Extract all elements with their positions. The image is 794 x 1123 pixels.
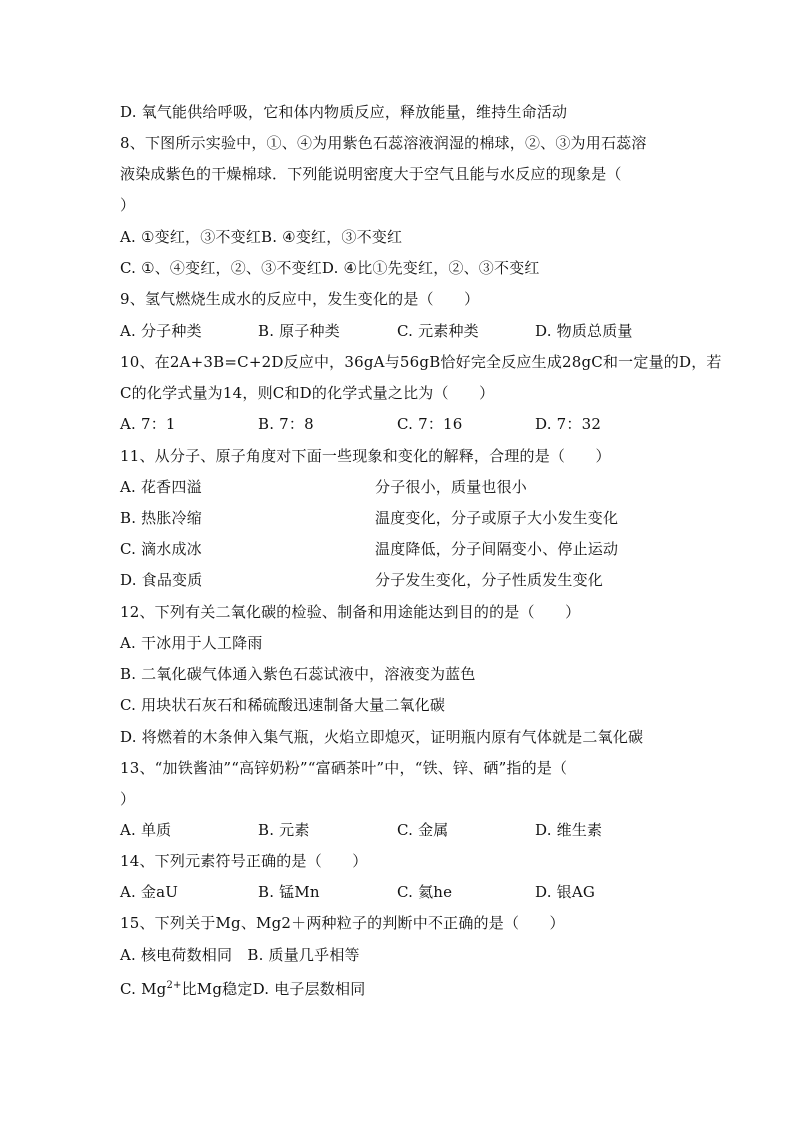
q9-option-a: A. 分子种类 — [120, 322, 202, 340]
q14-option-a: A. 金aU — [120, 883, 179, 901]
q8-stem-line1: 8、下图所示实验中，①、④为用紫色石蕊溶液润湿的棉球，②、③为用石蕊溶 — [120, 134, 647, 152]
q12-option-c: C. 用块状石灰石和稀硫酸迅速制备大量二氧化碳 — [120, 696, 446, 714]
q13-stem-line2: ） — [120, 790, 136, 808]
q15-option-c-prefix: C. Mg — [120, 980, 167, 998]
q11-row-b — [120, 508, 619, 528]
q13-option-d: D. 维生素 — [535, 821, 603, 839]
q14-option-d: D. 银AG — [535, 883, 596, 901]
q9-stem: 9、氢气燃烧生成水的反应中，发生变化的是（ ） — [120, 290, 480, 308]
q11-row-c-phenomenon: C. 滴水成冰 — [120, 540, 202, 558]
q11-row-a — [120, 477, 528, 497]
q15-option-c-rest: 比Mg稳定D. 电子层数相同 — [181, 980, 366, 998]
q15-option-c-superscript: 2+ — [166, 980, 182, 991]
q8-options-cd: C. ①、④变红，②、③不变红D. ④比①先变红，②、③不变红 — [120, 259, 540, 277]
q13-option-c: C. 金属 — [397, 821, 449, 839]
q14-option-c: C. 氦he — [397, 883, 453, 901]
q10-stem-line2: C的化学式量为14，则C和D的化学式量之比为（ ） — [120, 384, 495, 402]
q8-stem-line3: ） — [120, 196, 136, 214]
q11-row-a-explanation: 分子很小，质量也很小 — [375, 478, 528, 496]
q15-options-cd — [120, 976, 365, 999]
q11-row-d — [120, 570, 604, 590]
q13-stem-line1: 13、“加铁酱油”“高锌奶粉”“富硒茶叶”中，“铁、锌、硒”指的是（ — [120, 759, 568, 777]
q10-stem-line1: 10、在2A+3B=C+2D反应中，36gA与56gB恰好完全反应生成28gC和一定量的D，若 — [120, 353, 722, 371]
q9-option-c: C. 元素种类 — [397, 322, 479, 340]
q8-options-ab: A. ①变红，③不变红B. ④变红，③不变红 — [120, 228, 403, 246]
q9-option-b: B. 原子种类 — [258, 322, 340, 340]
q15-stem: 15、下列关于Mg、Mg2＋两种粒子的判断中不正确的是（ ） — [120, 914, 565, 932]
q15-options-ab: A. 核电荷数相同 B. 质量几乎相等 — [120, 946, 360, 964]
q14-option-b: B. 锰Mn — [258, 883, 320, 901]
q11-row-d-phenomenon: D. 食品变质 — [120, 571, 203, 589]
q11-row-b-phenomenon: B. 热胀冷缩 — [120, 509, 202, 527]
q11-row-b-explanation: 温度变化，分子或原子大小发生变化 — [375, 509, 619, 527]
q12-option-d: D. 将燃着的木条伸入集气瓶，火焰立即熄灭，证明瓶内原有气体就是二氧化碳 — [120, 728, 644, 746]
q10-option-c: C. 7：16 — [397, 415, 463, 433]
q12-option-b: B. 二氧化碳气体通入紫色石蕊试液中，溶液变为蓝色 — [120, 665, 476, 683]
q7-option-d: D. 氧气能供给呼吸，它和体内物质反应，释放能量，维持生命活动 — [120, 103, 568, 121]
q11-row-c — [120, 539, 619, 559]
q11-row-d-explanation: 分子发生变化，分子性质发生变化 — [375, 571, 604, 589]
q13-option-b: B. 元素 — [258, 821, 310, 839]
q13-option-a: A. 单质 — [120, 821, 172, 839]
q11-row-c-explanation: 温度降低，分子间隔变小、停止运动 — [375, 540, 619, 558]
q8-stem-line2: 液染成紫色的干燥棉球．下列能说明密度大于空气且能与水反应的现象是（ — [120, 165, 622, 183]
q12-stem: 12、下列有关二氧化碳的检验、制备和用途能达到目的的是（ ） — [120, 603, 581, 621]
q14-stem: 14、下列元素符号正确的是（ ） — [120, 852, 368, 870]
q11-stem: 11、从分子、原子角度对下面一些现象和变化的解释，合理的是（ ） — [120, 447, 611, 465]
q11-row-a-phenomenon: A. 花香四溢 — [120, 478, 202, 496]
q9-option-d: D. 物质总质量 — [535, 322, 633, 340]
q10-option-a: A. 7：1 — [120, 415, 176, 433]
q10-option-b: B. 7：8 — [258, 415, 314, 433]
q10-option-d: D. 7：32 — [535, 415, 602, 433]
q12-option-a: A. 干冰用于人工降雨 — [120, 634, 263, 652]
